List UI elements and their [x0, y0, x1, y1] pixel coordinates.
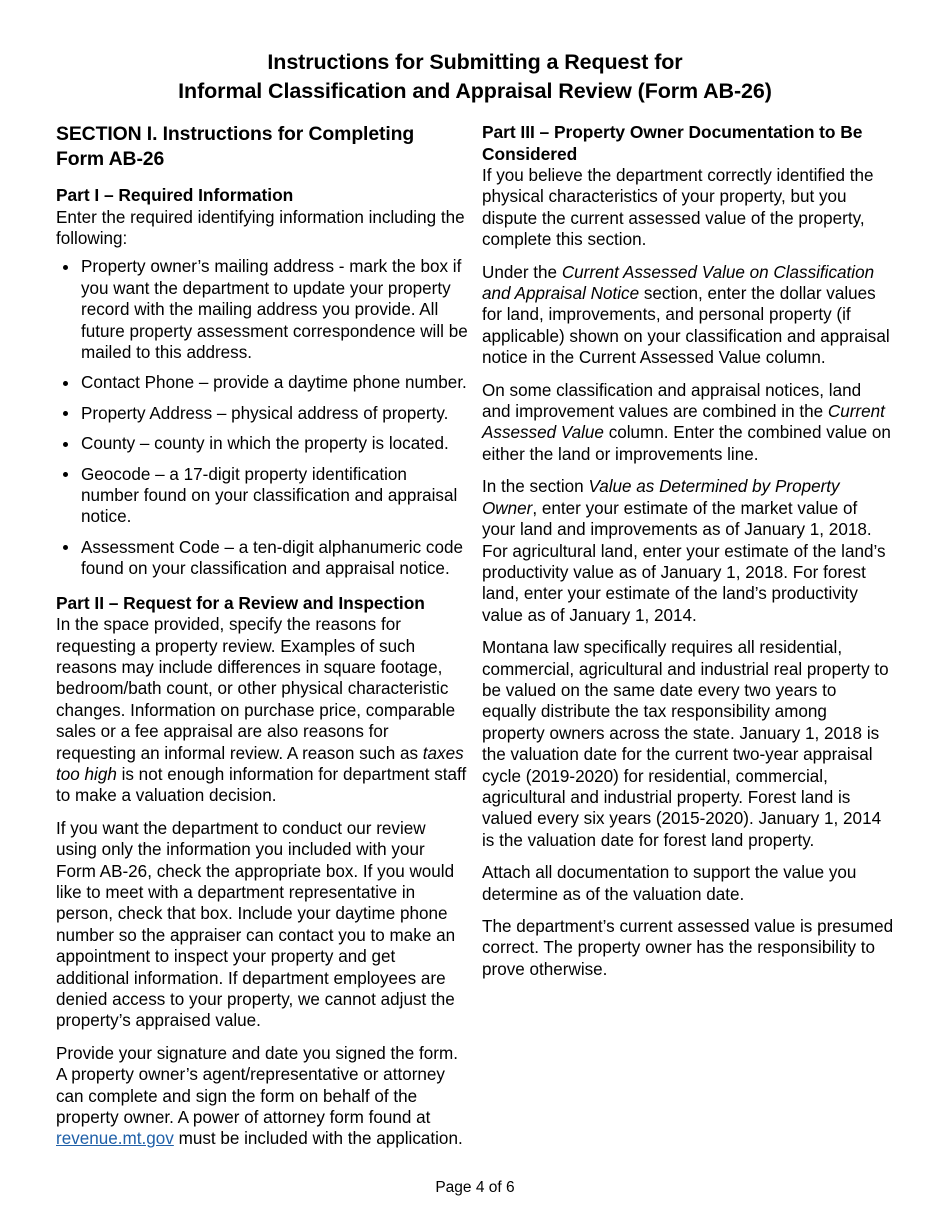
part-ii-paragraph-2: If you want the department to conduct our review using only the information you included with your Form AB-26, check the appropriate box. If you would like to meet with a department representative in person, check that box. Include your daytime phone number so the appraiser can contact you to make an appointment to inspect your property and get additional information. If department employees are denied access to your property, we cannot adjust the property’s appraised value. [56, 818, 456, 1031]
part-i-bullet-list [56, 256, 468, 579]
part-iii-paragraph-4 [482, 476, 894, 626]
part-iii-p3-seg1: On some classification and appraisal notices, land and improvement values are combined in the [482, 380, 862, 422]
part-iii-paragraph-1: If you believe the department correctly identified the physical characteristics of your property, but you dispute the current assessed value of the property, complete this section. [482, 166, 874, 250]
page-title-line-2: Informal Classification and Appraisal Review (Form AB-26) [178, 79, 772, 103]
revenue-mt-gov-link[interactable]: revenue.mt.gov [56, 1129, 174, 1149]
list-item-text: Property Address – physical address of property. [81, 403, 449, 423]
list-item-text: Contact Phone – provide a daytime phone number. [81, 373, 467, 393]
bullet-dot-icon [63, 545, 68, 550]
bullet-dot-icon [63, 442, 68, 447]
spacer [56, 580, 468, 593]
section-i-heading-line-1: SECTION I. Instructions for Completing [56, 123, 415, 145]
part-iii-heading-line-2: Considered [482, 143, 578, 164]
part-iii-p4-seg1: In the section [482, 477, 589, 497]
part-iii-p4-emphasis: Value as Determined by Property Owner [482, 477, 840, 518]
part-iii-paragraph-2 [482, 262, 894, 369]
part-ii-paragraph-3 [56, 1043, 468, 1150]
section-i-heading [56, 122, 468, 171]
part-ii-p3-seg1: Provide your signature and date you signed the form. A property owner’s agent/representative or attorney can complete and sign the form on behalf of the property owner. A power of attorney form found at [56, 1043, 458, 1128]
part-iii-paragraph-5: Montana law specifically requires all residential, commercial, agricultural and industrial real property to be valued on the same date every two years to equally distribute the tax responsibility among property owners across the state. January 1, 2018 is the valuation date for the current two-year appraisal cycle (2019-2020) for residential, commercial, agricultural and industrial property. Forest land is valued every six years (2015-2020). January 1, 2014 is the valuation date for forest land property. [482, 638, 889, 850]
part-iii-p2-emphasis: Current Assessed Value on Classification and Appraisal Notice [482, 262, 875, 304]
list-item [56, 372, 468, 393]
part-iii-p2-seg2: section, enter the dollar values for land, improvements, and personal property (if applicable) shown on your classification and appraisal notice in the Current Assessed Value column. [482, 284, 890, 368]
right-column [482, 122, 894, 991]
page-title [56, 48, 894, 106]
bullet-dot-icon [63, 472, 68, 477]
part-iii-p3-emphasis: Current Assessed Value [482, 402, 885, 443]
left-column [56, 122, 468, 1161]
part-ii-p1-emphasis: taxes too high [56, 743, 464, 784]
list-item [56, 403, 468, 424]
list-item-text: Property owner’s mailing address - mark the box if you want the department to update your property record with the mailing address you provide. All future property assessment correspondence will be mailed to this address. [81, 257, 468, 362]
section-i-heading-line-2: Form AB-26 [56, 147, 165, 170]
list-item-text: County – county in which the property is located. [81, 434, 449, 454]
part-iii-paragraph-6: Attach all documentation to support the value you determine as of the valuation date. [482, 863, 857, 904]
part-ii-paragraph-1 [56, 614, 468, 807]
page-number-text: Page 4 of 6 [435, 1179, 515, 1196]
bullet-dot-icon [63, 381, 68, 386]
part-i-intro: Enter the required identifying information including the following: [56, 207, 465, 248]
bullet-dot-icon [63, 411, 68, 416]
part-iii-heading [482, 122, 894, 165]
part-iii-paragraph-3 [482, 380, 894, 466]
part-iii-p2-seg1: Under the [482, 262, 562, 282]
list-item [56, 537, 468, 580]
part-ii-p1-seg1: In the space provided, specify the reasons for requesting a property review. Examples of such reasons may include differences in square footage, bedroom/bath count, or other physical characteristic changes. Information on purchase price, comparable sales or a fee appraisal are also reasons for requesting an informal review. A reason such as [56, 615, 456, 763]
part-ii-p3-seg2: must be included with the application. [173, 1129, 463, 1149]
list-item [56, 256, 468, 363]
part-iii-p3-seg2: column. Enter the combined value on either the land or improvements line. [482, 423, 891, 464]
bullet-dot-icon [63, 265, 68, 270]
part-iii-heading-line-1: Part III – Property Owner Documentation to Be [482, 122, 863, 142]
part-iii-p4-seg2: , enter your estimate of the market value of your land and improvements as of January 1, 2018. For agricultural land, enter your estimate of the land’s productivity value as of January 1, 2018. For forest land, enter your estimate of the land’s productivity value as of January 1, 2014. [482, 498, 886, 625]
list-item [56, 464, 468, 528]
part-ii-p1-seg2: is not enough information for department staff to make a valuation decision. [56, 764, 467, 806]
list-item-text: Assessment Code – a ten-digit alphanumeric code found on your classification and appraisal notice. [81, 537, 463, 579]
page-title-line-1: Instructions for Submitting a Request for [267, 50, 683, 74]
page-footer [0, 1178, 950, 1197]
part-i-heading: Part I – Required Information [56, 185, 294, 205]
part-ii-heading: Part II – Request for a Review and Inspection [56, 592, 425, 613]
part-iii-paragraph-7: The department’s current assessed value is presumed correct. The property owner has the responsibility to prove otherwise. [482, 917, 894, 979]
list-item [56, 433, 468, 454]
list-item-text: Geocode – a 17-digit property identification number found on your classification and appraisal notice. [81, 464, 458, 527]
